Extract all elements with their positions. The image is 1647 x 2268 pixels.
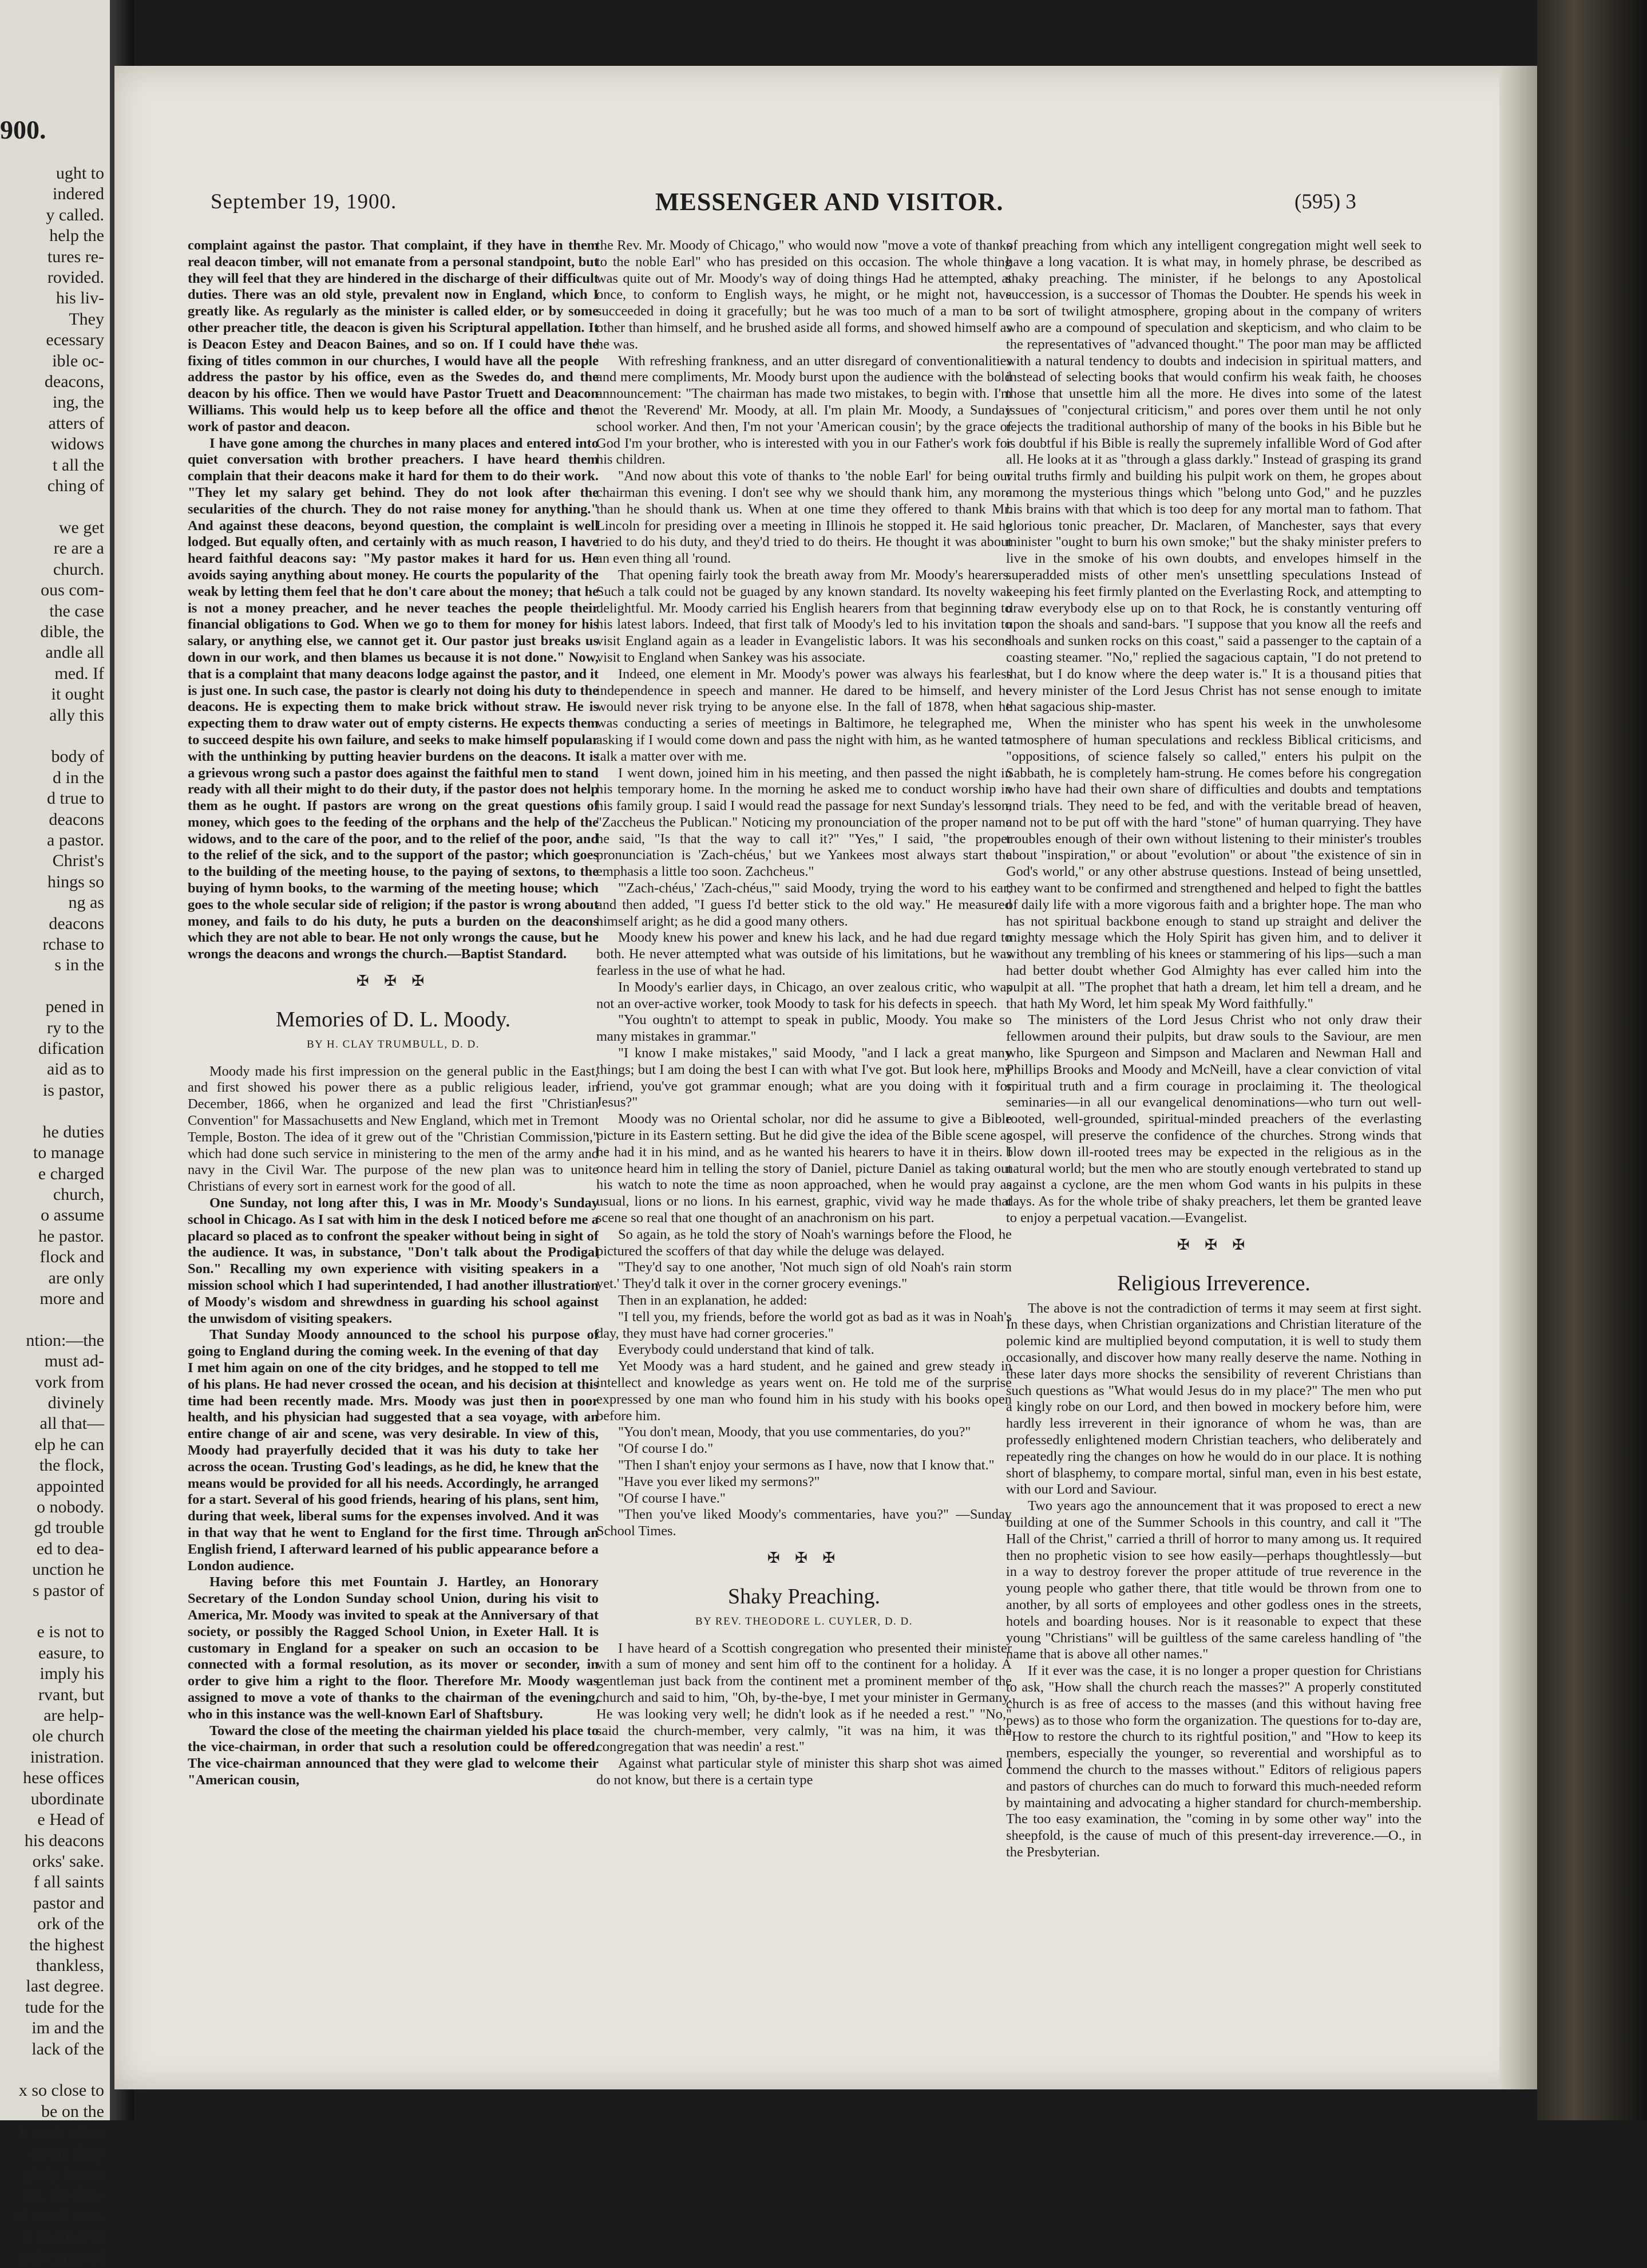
moody-p4: Having before this met Fountain J. Hartley, an Honorary Secretary of the London Sunday school Union, during his visit to America, Mr. Moody was invited to speak at the Anniversary of that society, or possibly the Ragged School Union, in Exeter Hall. It is customary in England for a speaker on such an occasion to be connected with a formal resolution, as its mover or seconder, in order to give him a right to the floor. Therefore Mr. Moody was assigned to move a vote of thanks to the chairman of the evening, who in this instance was the well-known Earl of Shaftsbury. <box>188 1574 599 1722</box>
moody-p13: Moody knew his power and knew his lack, and he had due regard to both. He never attempted what was outside of his limitations, but he was fearless in the use of what he had. <box>596 930 1012 979</box>
shaky-p1: I have heard of a Scottish congregation who presented their minister with a sum of money and sent him off to the continent for a holiday. A gentleman just back from the continent met a prominent member of the church and said to him, "Oh, by-the-bye, I met your minister in Germany. He was looking very well; he didn't look as if he needed a rest." "No," said the church-member, very calmly, "it was na him, it was the congregation that was needin' a rest." <box>596 1640 1012 1755</box>
moody-p19: "They'd say to one another, 'Not much sign of old Noah's rain storm yet.' They'd talk it over in the corner grocery evenings." <box>596 1259 1012 1292</box>
left-page-line <box>0 2060 104 2080</box>
left-page-line: t all the <box>53 455 104 475</box>
shaky-p2: Against what particular style of minister this sharp shot was aimed I do not know, but there is a certain type <box>596 1756 1012 1788</box>
left-page-line: vork from <box>35 1372 104 1392</box>
article-heading-moody: Memories of D. L. Moody. <box>275 1007 511 1032</box>
left-page-line: ng as <box>68 893 104 912</box>
left-page-line <box>0 976 104 997</box>
column-1 <box>188 238 599 2092</box>
left-page-line: pened in <box>45 997 104 1017</box>
left-page-line: e charged <box>38 1164 104 1183</box>
shaky-p5: The ministers of the Lord Jesus Christ who not only draw their fellowmen around their pulpits, but draw souls to the Saviour, are men who, like Spurgeon and Simpson and Maclaren and Newman Hall and Phillips Brooks and Moody and McNeill, have a clear conviction of vital spiritual truth and a firm courage in proclaiming it. The theological seminaries—in all our evangelical denominations—who turn out well-rooted, well-grounded, spiritual-minded preachers of the everlasting gospel, will preserve the confidence of the churches. Strong winds that blow down ill-rooted trees may be expected in the religious as in the natural world; but the men who are stoutly enough vertebrated to stand up against a cyclone, are the men whom God wants in his pulpits in these days. As for the whole tribe of shaky preachers, let them be granted leave to enjoy a perpetual vacation.—Evangelist. <box>1006 1012 1422 1226</box>
moody-p3: That Sunday Moody announced to the school his purpose of going to England during the coming week. In the evening of that day I met him again on one of the city bridges, and he stopped to tell me of his plans. He had never crossed the ocean, and his decision at this time had been recently made. Mrs. Moody was just then in poor health, and his physician had suggested that a sea voyage, with an entire change of air and scene, was very desirable. In view of this, Moody had prayerfully decided that it was his duty to take her across the ocean. Trusting God's leadings, as he did, he knew that the means would be provided for all his needs. Accordingly, he arranged for a start. Several of his good friends, hearing of his plans, sent him, during that week, liberal sums for the expenses involved. And it was in that way that he went to England for the first time. Through an English friend, I afterward learned of his public appearance before a London audience. <box>188 1327 599 1574</box>
moody-p25: "Of course I do." <box>618 1441 714 1457</box>
left-page-line: ecessary <box>46 330 104 350</box>
moody-p8: "And now about this vote of thanks to 'the noble Earl' for being our chairman this evening. I don't see why we should thank him, any more than he should thank us. When at one time they offered to thank Mr. Lincoln for presiding over a meeting in Illinois he stopped it. He said he tried to do his duty, and they'd tried to do theirs. He thought it was about an even thing all 'round. <box>596 468 1012 567</box>
left-page-line: it ought <box>51 685 104 704</box>
left-page-line: ous com- <box>41 580 104 600</box>
left-page-line: d in the <box>53 768 104 787</box>
left-page-line: more and <box>39 1289 104 1308</box>
left-page-line: are help- <box>43 1706 104 1725</box>
left-page-line: im and the <box>31 2018 104 2038</box>
left-page-line: rvant, but <box>38 1685 104 1704</box>
moody-p5: Toward the close of the meeting the chairman yielded his place to the vice-chairman, in order that such a resolution could be offered. The vice-chairman announced that they were glad to welcome their "American cousin, <box>188 1722 599 1788</box>
moody-p9: That opening fairly took the breath away from Mr. Moody's hearers. Such a talk could not be guaged by any known standard. Its novelty was delightful. Mr. Moody carried his English hearers from that beginning to his latest labors. Indeed, that first talk of Moody's led to his invitation to visit England again as a leader in Evangelistic labors. It was his second visit to England when Sankey was his associate. <box>596 567 1012 665</box>
left-page-line: his deacons <box>24 1831 104 1850</box>
page-number: (595) 3 <box>1294 190 1356 214</box>
moody-p15: "You oughtn't to attempt to speak in public, Moody. You make so many mistakes in grammar." <box>596 1012 1012 1045</box>
left-page-year: 900. <box>0 115 46 144</box>
left-page-line: x so close to <box>18 2081 104 2100</box>
left-page-line <box>0 726 104 746</box>
left-page-line: unction he <box>32 1560 104 1579</box>
moody-p11: I went down, joined him in his meeting, and then passed the night in his temporary home. In the morning he asked me to conduct worship in his family group. I said I would read the passage for next Sunday's lesson, "Zaccheus the Publican." Noticing my pronounciation of the proper name he said, "Is that the way to call it?" "Yes," I said, "the proper pronunciation is 'Zach-chéus,' but we Yankees most always start the emphasis a little too soon. Zachcheus." <box>596 765 1012 880</box>
left-page-line: the case <box>49 601 104 621</box>
left-page-line: ible oc- <box>52 351 104 370</box>
page-edge <box>1499 66 1537 2089</box>
left-page-line: e is not to <box>37 1622 104 1642</box>
irreverence-p3: If it ever was the case, it is no longer a proper question for Christians to ask, "How shall the church reach the masses?" A properly constituted church is as free of access to the masses (and this without having free pews) as to those who form the organization. The questions for to-day are, "How to restore the church to its rightful position," and "How to keep its members, especially the younger, so reverential and worshipful as to commend the church to the masses without." Editors of religious papers and pastors of churches can do much to forward this much-needed reform by maintaining and advocating a higher standard for church-membership. The too easy examination, the "coming in by some other way" into the sheepfold, is the cause of much of this present-day irreverence.—O., in the Presbyterian. <box>1006 1663 1422 1860</box>
left-page-line: hings so <box>47 872 104 891</box>
deacons-article-p1: complaint against the pastor. That complaint, if they have in them real deacon timber, will not emanate from a personal standpoint, but they will feel that they are hindered in the discharge of their difficult duties. There was an old style, prevalent now in England, which I greatly like. As regularly as the minister is called elder, or by some other preacher title, the deacon is given his Scriptural appellation. It is Deacon Estey and Deacon Baines, and so on. If I could have the fixing of titles common in our churches, I would have all the people address the pastor by his office, even as the Swedes do, and the deacon by his office. Then we would have Pastor Truett and Deacon Williams. This would help us to keep before all the office and the work of pastor and deacon. <box>188 238 599 434</box>
moody-p20: Then in an explanation, he added: <box>618 1293 807 1308</box>
left-page-line: we get <box>58 517 104 537</box>
left-page-line: appointed <box>36 1476 104 1496</box>
left-page-line: o nobody. <box>36 1497 104 1516</box>
left-page-line: he pastor. <box>38 1226 104 1246</box>
left-page-line: indered <box>53 184 104 204</box>
left-page-line: ll and never <box>23 2227 104 2246</box>
moody-p23: Yet Moody was a hard student, and he gained and grew steady in intellect and knowledge as years went on. He told me of the surprise expressed by one man who found him in his study with his books open before him. <box>596 1358 1012 1424</box>
moody-p14: In Moody's earlier days, in Chicago, an over zealous critic, who was not an over-active worker, took Moody to task for his defects in speech. <box>596 979 1012 1011</box>
moody-p2: One Sunday, not long after this, I was in Mr. Moody's Sunday school in Chicago. As I sat with him in the desk I noticed before me a placard so placed as to confront the speaker without being in sight of the audience. It was, in substance, "Don't talk about the Prodigal Son." Recalling my own experience with visiting speakers in a mission school which I had superintended, I had another illustration of Moody's wisdom and shrewdness in guarding his school against the unwisdom of visiting speakers. <box>188 1195 599 1326</box>
left-page-line: a pastor. <box>47 831 104 849</box>
left-page-line: body of <box>51 747 104 766</box>
irreverence-p2: Two years ago the announcement that it was proposed to erect a new building at one of the Summer Schools in this country, and call it "The Hall of the Christ," carried a thrill of horror to many among us. It required then no prophetic vision to see how easily—perhaps thoughtlessly—but in a way to destroy forever the proper attitude of true reverence in the young people who gather there, that title would be thrown from one to another, by all sorts of employees and other godless ones in the streets, hotels and boarding houses. Nor is it reasonable to expect that these young "Christians" will be guiltless of the same careless handling of "the name that is above all other names." <box>1006 1498 1422 1662</box>
left-page-line: church, <box>53 1184 104 1204</box>
left-page-line: They <box>69 309 104 329</box>
left-page-line: on, the dea- <box>23 2185 104 2204</box>
left-page-line: real cause of <box>17 2247 104 2267</box>
left-page-line: h each other <box>20 2123 104 2142</box>
left-page-line: atters of <box>48 413 104 433</box>
left-page-line: s in the <box>54 955 104 975</box>
left-page-line: to manage <box>33 1143 104 1163</box>
left-page-line: ntion:—the <box>26 1330 104 1350</box>
left-page-line: ed to dea- <box>36 1539 104 1558</box>
left-page-line: o assume <box>41 1206 104 1225</box>
moody-p6: the Rev. Mr. Moody of Chicago," who would now "move a vote of thanks to the noble Earl" who has presided on this occasion. The whole thing was quite out of Mr. Moody's way of doing things Had he attempted, at once, to conform to English ways, he might, or he might not, have succeeded in doing it gracefully; but he was too much of a man to be other than himself, and he brushed aside all forms, and showed himself as he was. <box>596 238 1012 352</box>
left-page-line: f all saints <box>33 1872 104 1892</box>
left-page-line <box>0 1309 104 1330</box>
left-page-line: re are a <box>53 539 104 558</box>
left-page-line: y called. <box>46 205 104 224</box>
moody-p18: So again, as he told the story of Noah's warnings before the Flood, he pictured the scoffers of that day while the deluge was delayed. <box>596 1226 1012 1259</box>
left-page-line: s pastor of <box>33 1581 104 1600</box>
left-page-line: rovided. <box>47 268 104 287</box>
left-page-line: ork of the <box>37 1914 104 1934</box>
left-page-line: lack of the <box>31 2039 104 2058</box>
left-page-line: last degree. <box>26 1977 104 1996</box>
left-page-line: dification <box>38 1039 104 1058</box>
left-page-line: be on the <box>41 2101 104 2121</box>
article-heading-irreverence: Religious Irreverence. <box>1117 1271 1311 1295</box>
moody-p26: "Then I shan't enjoy your sermons as I have, now that I know that." <box>618 1457 995 1473</box>
moody-p27: "Have you ever liked my sermons?" <box>618 1473 820 1489</box>
deacons-article-p2: I have gone among the churches in many places and entered into quiet conversation with brother preachers. I have heard them complain that their deacons make it hard for them to do their work. "They let my salary get behind. They do not look after the secularities of the church. They do not raise money for anything." And against these deacons, beyond question, the complaint is well lodged. But equally often, and certainly with as much reason, I have heard faithful deacons say: "My pastor makes it hard for us. He avoids saying anything about money. He courts the popularity of the weak by letting them feel that he don't care about the money; that he is not a money preacher, and he never teaches the people their financial obligations to God. When we go to them for money for his salary, or anything else, we cannot get it. Our pastor just breaks us down in our work, and then blames us because it is not done." Now, that is a complaint that many deacons lodge against the pastor, and it is just one. In such case, the pastor is clearly not doing his duty to the deacons. He is expecting them to make brick without straw. He is expecting them to draw water out of empty cisterns. He expects them to succeed despite his own failure, and seeks to make himself popular with the unthinking by putting heavier burdens on the deacons. It is a grievous wrong such a pastor does against the faithful men to stand ready with all their might to do their duty, if the pastor does not help them as he ought. If pastors are wrong on the great questions of money, which goes to the feeding of the orphans and the help of the widows, and to the care of the poor, and to the relief of the poor, and to the relief of the sick, and to the support of the pastor; which goes to the building of the meeting house, to the paying of sextons, to the buying of hymn books, to the warming of the meeting house; which goes to the whole secular side of religion; if the pastor is wrong about money, and fails to do his duty, he puts a burden on the deacons which they are not able to bear. He not only wrongs the cause, but he wrongs the deacons and wrongs the church.—Baptist Standard. <box>188 435 599 962</box>
left-page-line: to the duty <box>30 2143 104 2163</box>
left-page-line: tures re- <box>47 247 104 266</box>
left-page-line: all that— <box>39 1414 104 1433</box>
left-page-line: hese offices <box>23 1768 104 1788</box>
left-page-line: he duties <box>42 1122 104 1141</box>
left-page-line: ghtly honor <box>24 2164 104 2183</box>
header-date: September 19, 1900. <box>211 190 397 214</box>
left-page-line: inistration. <box>30 1747 104 1767</box>
column-3 <box>1006 238 1422 2092</box>
shaky-p3: of preaching from which any intelligent congregation might well seek to have a long vacation. It is what may, in homely phrase, be described as shaky preaching. The minister, if he belongs to any Apostolical succession, is a successor of Thomas the Doubter. He spends his week in a sort of twilight atmosphere, groping about in the company of writers who are a compound of speculation and skepticism, and who claim to be the representatives of "advanced thought." The poor man may be afflicted with a natural tendency to doubts and indecision in spiritual matters, and instead of selecting books that would confirm his weak faith, he chooses those that unsettle him all the more. He dives into some of the latest issues of "conjectural criticism," and pores over them until he not only rejects the traditional authorship of many of the books in his Bible but he is doubtful if his Bible is really the supremely infallible Word of God after all. He looks at it as "through a glass darkly." Instead of grasping its grand vital truths firmly and building his pulpit work on them, he gropes about among the mysterious things which "belong unto God," and he puzzles his brains with that which is too deep for any mortal man to fathom. That glorious tonic preacher, Dr. Maclaren, of Manchester, says that every minister "ought to burn his own smoke;" but the shaky minister prefers to live in the smoke of his own doubts, and envelopes himself in the superadded mists of other men's unsettling speculations Instead of keeping his feet firmly planted on the Everlasting Rock, and attempting to draw everybody else up on to that Rock, he is constantly venturing off upon the shoals and sand-bars. "I suppose that you know all the reefs and shoals and sunken rocks on this coast," said a passenger to the captain of a coasting steamer. "No," replied the sagacious captain, "I do not pretend to that, but I do know where the deep water is." It is a thousand pities that every minister of the Lord Jesus Christ has not sense enough to imitate that sagacious ship-master. <box>1006 238 1422 715</box>
left-page-line: is pastor, <box>42 1080 104 1100</box>
left-page-line: easure, to <box>38 1643 104 1662</box>
shaky-p4: When the minister who has spent his week in the unwholesome atmosphere of human speculations and reckless Biblical criticisms, and "oppositions, of science falsely so called," enters his pulpit on the Sabbath, he is completely ham-strung. He comes before his congregation who have had their own share of difficulties and doubts and temptations and trials. They need to be fed, and with the veritable bread of heaven, and not to be put off with the hard "stone" of human quarrying. They have troubles enough of their own without listening to their minister's troubles about "inspiration," or about "evolution" or about "the existence of sin in God's world," or any other abstruse questions. Instead of being unsettled, they want to be confirmed and strengthened and helped to fight the battles of daily life with a more vigorous faith and a brighter hope. The man who has not spiritual backbone enough to stand up straight and deliver the mighty message which the Holy Spirit has given him, and to deliver it without any trembling of his knees or stammering of his lips—such a man had better doubt whether God Almighty has ever called him into the pulpit at all. "The prophet that hath a dream, let him tell a dream, and he that hath My Word, let him speak My Word faithfully." <box>1006 716 1422 1011</box>
left-page-line: rchase to <box>42 935 104 954</box>
left-page-line: deacons <box>49 914 104 933</box>
moody-p21: "I tell you, my friends, before the world got as bad as it was in Noah's day, they must have had corner groceries." <box>596 1309 1012 1341</box>
left-page-line: deacons, <box>44 372 104 392</box>
left-page-line: aid as to <box>47 1060 104 1079</box>
left-page-line: pastor and <box>33 1893 104 1913</box>
left-page-line: Christ's <box>52 851 104 871</box>
section-ornament: ✠ ✠ ✠ <box>767 1549 841 1566</box>
left-page-line: dible, the <box>40 622 104 641</box>
left-page-line: ught to <box>56 164 104 183</box>
column-2 <box>596 238 1012 2092</box>
left-page-line: andle all <box>45 643 104 662</box>
left-page-line: gd trouble <box>34 1518 104 1538</box>
left-page-line: church. <box>53 559 104 579</box>
left-page-line: elp he can <box>34 1435 104 1454</box>
left-page-line: of small con- <box>13 2206 104 2225</box>
left-page-line: divinely <box>47 1393 104 1412</box>
left-page-line: ry to the <box>47 1018 104 1037</box>
left-page-line: tude for the <box>25 1997 104 2017</box>
left-page-line: ole church <box>32 1726 104 1746</box>
left-page-line: the flock, <box>39 1456 104 1475</box>
left-page-line: his liv- <box>56 289 104 308</box>
left-page-line <box>0 1601 104 1622</box>
moody-p29: "Then you've liked Moody's commentaries, have you?" —Sunday School Times. <box>596 1507 1012 1539</box>
newspaper-page <box>114 66 1528 2089</box>
masthead-title: MESSENGER AND VISITOR. <box>655 188 1004 216</box>
left-page-line: the highest <box>29 1935 104 1954</box>
left-page-line: help the <box>49 226 104 246</box>
left-page-line: med. If <box>54 663 104 683</box>
book-binding <box>1537 0 1647 2120</box>
left-page-line: widows <box>50 434 104 454</box>
left-page-text-lines <box>0 163 108 2268</box>
moody-p16: "I know I make mistakes," said Moody, "and I lack a great many things; but I am doing the best I can with what I've got. But look here, my friend, you've got grammar enough; what are you doing with it for Jesus?" <box>596 1045 1012 1111</box>
left-page-line: deacons <box>49 809 104 829</box>
moody-p12: "'Zach-chéus,' 'Zach-chéus,'" said Moody, trying the word to his ear; and then added, "I guess I'd better stick to the old way." He measured himself aright; as he did a good many others. <box>596 880 1012 929</box>
left-page-fragment <box>0 0 113 2267</box>
left-page-line: must ad- <box>44 1352 104 1371</box>
moody-p17: Moody was no Oriental scholar, nor did he assume to give a Bible picture in its Eastern setting. But he did give the idea of the Bible scene as he had it in his mind, and as he wanted his hearers to have it in theirs. I once heard him in telling the story of Daniel, picture Daniel as taking out his watch to note the time as noon approached, when he would pray as usual, lions or no lions. In his earnest, graphic, vivid way he made that scene so real that one thought of an anachronism on his part. <box>596 1111 1012 1226</box>
left-page-line: orks' sake. <box>32 1851 104 1871</box>
left-page-line: imply his <box>39 1664 104 1684</box>
left-page-line: flock and <box>39 1247 104 1267</box>
left-page-line: ubordinate <box>30 1789 104 1808</box>
section-ornament: ✠ ✠ ✠ <box>1177 1236 1251 1253</box>
section-ornament: ✠ ✠ ✠ <box>356 973 430 990</box>
article-byline-shaky: BY REV. THEODORE L. CUYLER, D. D. <box>695 1615 913 1627</box>
page-header <box>114 189 1528 224</box>
left-page-line: d true to <box>47 789 104 808</box>
moody-p22: Everybody could understand that kind of talk. <box>618 1342 874 1358</box>
irreverence-p1: The above is not the contradiction of terms it may seem at first sight. In these days, when Christian organizations and Christian literature of the polemic kind are multiplied beyond computation, it is well to study them occasionally, and discover how many really deserve the name. Nothing in these later days more shocks the sensibility of reverent Christians than such questions as "What would Jesus do in my place?" The men who put a kingly robe on our Lord, and then bowed in mockery before him, were hardly less irreverent in their ignorance of whom he was, than are professedly enlightened modern Christian teachers, who deliberately and repeatedly ring the changes on how he would do in our place. It is nothing short of blasphemy, to compare mortal, sinful man, even in his best estate, with our Lord and Saviour. <box>1006 1300 1422 1497</box>
left-page-line <box>0 1101 104 1121</box>
moody-p7: With refreshing frankness, and an utter disregard of conventionalities and mere compliments, Mr. Moody burst upon the audience with the bold announcement: "The chairman has made two mistakes, to begin with. I'm not the 'Reverend' Mr. Moody, at all. I'm plain Mr. Moody, a Sunday school worker. And then, I'm not your 'American cousin'; by the grace of God I'm your brother, who is interested with you in our Father's work for his children. <box>596 353 1012 468</box>
left-page-line: ing, the <box>53 393 104 412</box>
article-byline-moody: BY H. CLAY TRUMBULL, D. D. <box>306 1038 480 1050</box>
article-heading-shaky: Shaky Preaching. <box>728 1584 880 1609</box>
moody-p1: Moody made his first impression on the general public in the East, and first showed his power there as a public religious leader, in December, 1866, when he organized and lead the first "Christian Convention" for Massachusetts and New England, which met in Tremont Temple, Boston. The idea of it grew out of the "Christian Commission," which had done such service in ministering to the men of the army and navy in the Civil War. The purpose of the new plan was to unite Christians of every sort in earnest work for the good of all. <box>188 1063 599 1195</box>
left-page-line <box>0 497 104 517</box>
left-page-line: thankless, <box>35 1955 104 1975</box>
moody-p10: Indeed, one element in Mr. Moody's power was always his fearless independence in speech and manner. He dared to be himself, and he would never risk trying to be anyone else. In the fall of 1878, when he was conducting a series of meetings in Baltimore, he telegraphed me, asking if I would come down and pass the night with him, as he wanted to talk a matter over with me. <box>596 666 1012 764</box>
left-page-line: are only <box>48 1268 104 1287</box>
moody-p28: "Of course I have." <box>618 1490 726 1506</box>
left-page-line: e Head of <box>37 1810 104 1830</box>
left-page-line: ally this <box>49 705 104 725</box>
moody-p24: "You don't mean, Moody, that you use commentaries, do you?" <box>618 1424 971 1440</box>
left-page-line: ching of <box>47 476 104 496</box>
